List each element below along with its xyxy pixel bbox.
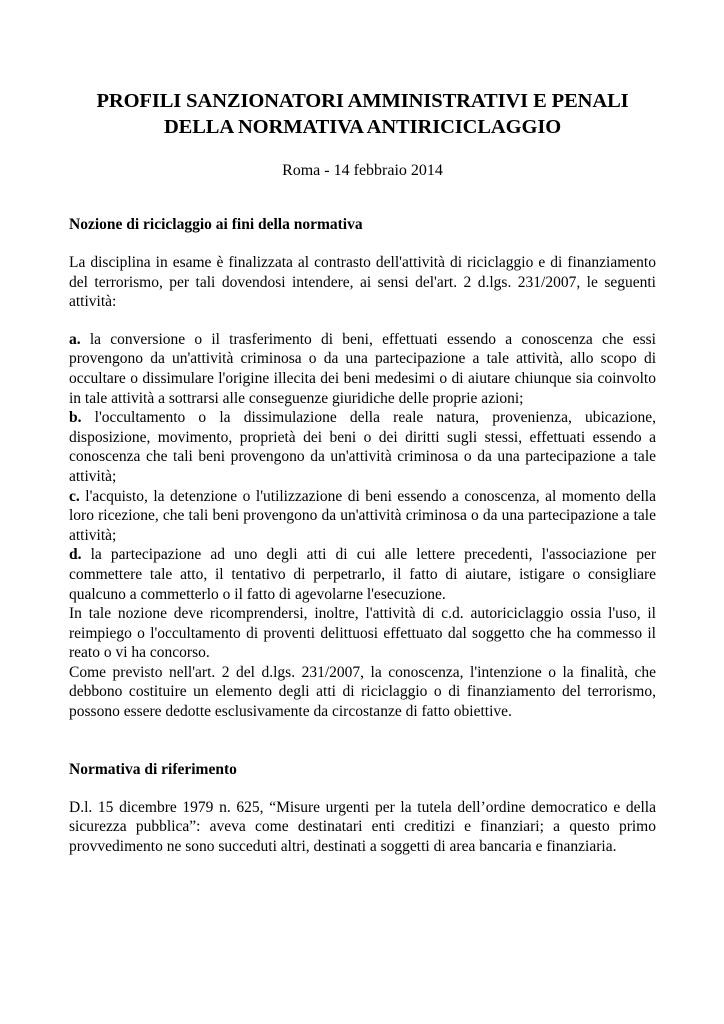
normativa-paragraph: D.l. 15 dicembre 1979 n. 625, “Misure urgenti per la tutela dell’ordine democratico e della sicurezza pubblica”: aveva come destinatari enti creditizi e finanziari; a questo primo provvedimento ne sono succeduti altri, destinati a soggetti di area bancaria e finanziaria.: [69, 798, 656, 855]
section-heading-normativa: Normativa di riferimento: [69, 760, 237, 778]
activity-list: [69, 330, 656, 722]
list-item-d: [69, 545, 656, 604]
list-item-b-text: l'occultamento o la dissimulazione della reale natura, provenienza, ubicazione, disposizione, movimento, proprietà dei beni o dei diritti sugli stessi, effettuati essendo a conoscenza che tali beni provengono da un'attività criminosa o da una partecipazione a tale attività;: [69, 409, 656, 485]
autoriciclaggio-paragraph: In tale nozione deve ricomprendersi, inoltre, l'attività di c.d. autoriciclaggio ossia l'uso, il reimpiego o l'occultamento di proventi delittuosi effettuato dal soggetto che ha commesso il reato o vi ha concorso.: [69, 605, 656, 662]
list-item-c-text: l'acquisto, la detenzione o l'utilizzazione di beni essendo a conoscenza, al momento della loro ricezione, che tali beni provengono da un'attività criminosa o da una partecipazione a tale attività;: [69, 487, 656, 544]
section-heading-nozione: Nozione di riciclaggio ai fini della normativa: [69, 216, 363, 233]
list-item-a-letter: a.: [69, 330, 81, 348]
list-item-a: [69, 330, 656, 408]
list-item-c: [69, 487, 656, 546]
list-item-b-letter: b.: [69, 409, 82, 427]
document-title: [69, 88, 656, 140]
list-item-c-letter: c.: [69, 487, 80, 505]
list-item-d-letter: d.: [69, 546, 82, 564]
document-date: Roma - 14 febbraio 2014: [282, 162, 443, 179]
previsto-paragraph: Come previsto nell'art. 2 del d.lgs. 231/2007, la conoscenza, l'intenzione o la finalità, che debbono costituire un elemento degli atti di riciclaggio o di finanziamento del terrorismo, possono essere dedotte esclusivamente da circostanze di fatto obiettive.: [69, 663, 656, 721]
list-item-b: [69, 408, 656, 486]
title-line-2: DELLA NORMATIVA ANTIRICICLAGGIO: [163, 116, 562, 138]
intro-paragraph: La disciplina in esame è finalizzata al contrasto dell'attività di riciclaggio e di finanziamento del terrorismo, per tali dovendosi intendere, ai sensi del'art. 2 d.lgs. 231/2007, le seguenti attività:: [69, 254, 656, 311]
list-item-d-text: la partecipazione ad uno degli atti di cui alle lettere precedenti, l'associazione per commettere tale atto, il tentativo di perpetrarlo, il fatto di aiutare, istigare o consigliare qualcuno a commetterlo o il fatto di agevolarne l'esecuzione.: [69, 546, 656, 603]
title-line-1: PROFILI SANZIONATORI AMMINISTRATIVI E PENALI: [96, 90, 629, 112]
list-item-a-text: la conversione o il trasferimento di beni, effettuati essendo a conoscenza che essi provengono da un'attività criminosa o da una partecipazione a tale attività, allo scopo di occultare o dissimulare l'origine illecita dei beni medesimi o di aiutare chiunque sia coinvolto in tale attività a sottrarsi alle conseguenze giuridiche delle proprie azioni;: [69, 330, 656, 407]
